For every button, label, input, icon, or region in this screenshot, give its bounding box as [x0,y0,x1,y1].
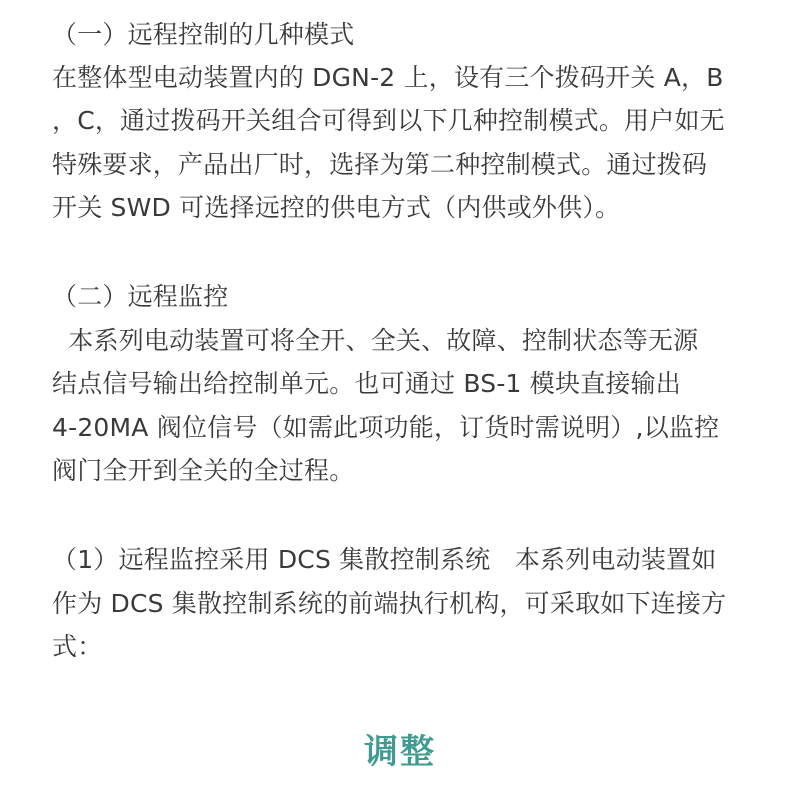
section2-line-4: 阀门全开到全关的全过程。 [52,456,355,485]
section2-line-3: 4-20MA 阀位信号（如需此项功能，订货时需说明）,以监控 [52,413,720,442]
section1-line-1: 在整体型电动装置内的 DGN-2 上，设有三个拨码开关 A，B [52,63,724,92]
adjustment-title: 调整 [364,732,436,772]
section3-line-3: 式： [52,632,103,661]
section1-line-3: 特殊要求，产品出厂时，选择为第二种控制模式。通过拨码 [52,150,708,179]
section2-line-2: 结点信号输出给控制单元。也可通过 BS-1 模块直接输出 [52,369,682,398]
section3-line-1: （1）远程监控采用 DCS 集散控制系统 本系列电动装置如 [52,545,717,574]
section2-heading: （二）远程监控 [52,282,229,311]
section1-line-2: ，C，通过拨码开关组合可得到以下几种控制模式。用户如无 [52,106,725,135]
section1-line-4: 开关 SWD 可选择远控的供电方式（内供或外供）。 [52,193,621,222]
section3-line-2: 作为 DCS 集散控制系统的前端执行机构，可采取如下连接方 [52,589,727,618]
section1-heading: （一）远程控制的几种模式 [52,20,355,49]
section2-line-1: 本系列电动装置可将全开、全关、故障、控制状态等无源 [52,326,699,355]
